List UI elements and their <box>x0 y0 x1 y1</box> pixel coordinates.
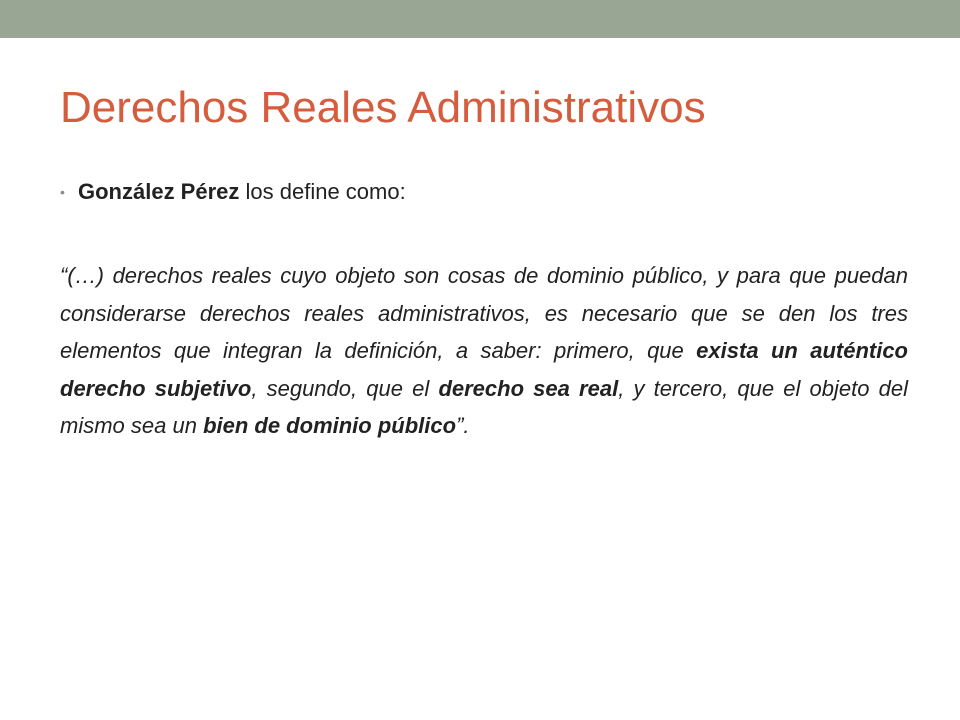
intro-text: los define como: <box>239 179 406 204</box>
top-accent-bar <box>0 0 960 38</box>
slide-title: Derechos Reales Administrativos <box>60 83 706 132</box>
bullet-item <box>60 172 908 212</box>
slide-content <box>60 172 908 467</box>
quote-text-2: , segundo, que el <box>251 375 439 401</box>
quote-emphasis-1: exista un auténtico derecho subjetivo <box>60 338 908 401</box>
quote-paragraph <box>60 257 908 445</box>
bullet-icon: • <box>60 184 65 200</box>
author-name: González Pérez <box>78 179 240 204</box>
quote-text-1: “(…) derechos reales cuyo objeto son cosas de dominio público, y para que puedan considerarse derechos reales administrativos, es necesario que se den los tres elementos que integran la definición, a saber: primero, que <box>60 263 908 363</box>
quote-emphasis-3: bien de dominio público <box>203 413 457 438</box>
quote-text-4: ”. <box>456 413 470 438</box>
quote-text-3: , y tercero, que el objeto del mismo sea un <box>60 375 908 438</box>
quote-emphasis-2: derecho sea real <box>438 375 619 401</box>
